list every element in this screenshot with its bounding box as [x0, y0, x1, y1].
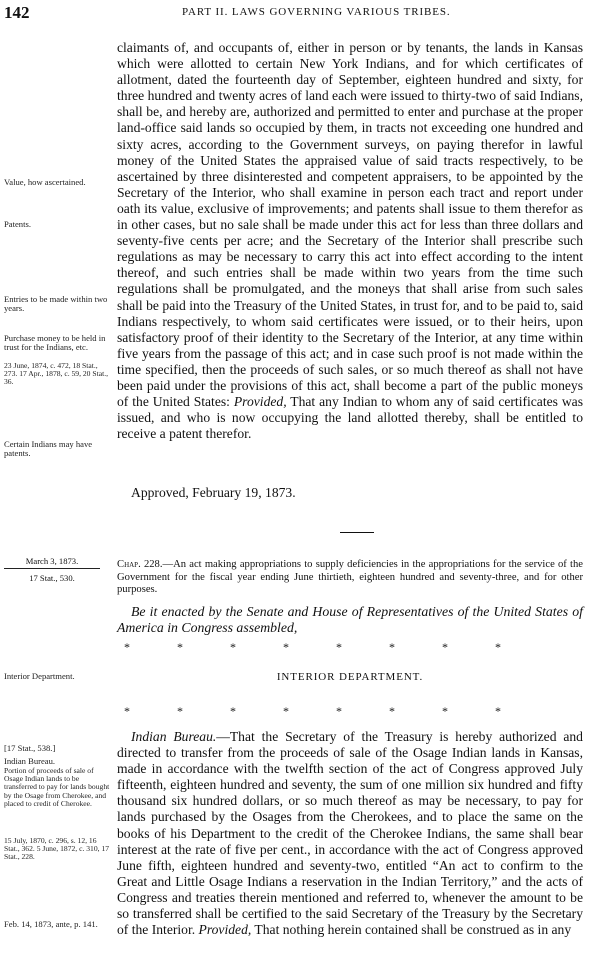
margin-note-entries: Entries to be made within two years.	[4, 294, 108, 314]
chapter-date: March 3, 1873.	[4, 556, 100, 569]
margin-note-stat-ref: [17 Stat., 538.]	[4, 743, 56, 753]
proviso-label-2: Provided,	[198, 922, 252, 938]
approval-date: Approved, February 19, 1873.	[131, 485, 296, 500]
omission-stars-2: * * * * * * * *	[124, 704, 501, 718]
margin-note-purchase-citations: 23 June, 1874, c. 472, 18 Stat., 273. 17 Apr., 1878, c. 59, 20 Stat., 36.	[4, 361, 108, 387]
chapter-title: —An act making appropriations to supply deficiencies in the appropriations for the service of the Government for the fiscal year ending June thirtieth, eighteen hundred and seventy-three, and for other purposes.	[117, 559, 583, 596]
statute-body-2	[117, 729, 583, 938]
margin-note-patents: Patents.	[4, 219, 31, 229]
statute-text-1: claimants of, and occupants of, either in person or by tenants, the lands in Kansas which were allotted to certain New York Indians, and for which certificates of allotment, dated the fourteenth day of September, eighteen hundred and sixty, for three hundred and twenty acres of land each were issued to thirty-two of said Indians, shall be, and hereby are, authorized and permitted to enter and purchase at the proper land-office said lands so occupied by them, in tracts not exceeding one hundred and sixty acres, according to the Government surveys, on paying therefor in lawful money of the United States the appraised value of said tracts respectively, to be ascertained by three disinterested and competent appraisers, to be appointed by the Secretary of the Interior, who shall examine in person each tract and report under oath its value, exclusive of improvements; and patents shall issue to them therefor as in other cases, but no sale shall be made under this act for less than three dollars and seventy-five cents per acre; and the Secretary of the Interior shall prescribe such regulations as may be necessary to carry this act into effect according to the intent thereof, and such entries shall be made within two years from the time such regulations shall be promulgated, and the moneys that shall arise from such sales shall be paid into the Treasury of the United States, in trust for, and to be paid to, said Indians respectively, to whom said certificates were issued, or to their heirs, upon satisfactory proof of their identity to the Secretary of the Interior, at any time within five years from the passage of this act; and in case such proof is not made within the time specified, then the proceeds of such sales, or so much thereof as shall not have been paid under the provisions of this act, shall become a part of the public moneys of the United States:	[117, 40, 583, 410]
margin-note-portion: Portion of proceeds of sale of Osage Indian lands to be transferred to pay for lands bought by the Osage from Cherokee, and placed to credit of Cherokee.	[4, 766, 110, 808]
margin-note-indian-bureau: Indian Bureau.	[4, 756, 56, 766]
margin-note-feb: Feb. 14, 1873, ante, p. 141.	[4, 919, 98, 929]
indian-bureau-lead: Indian Bureau.	[131, 729, 217, 744]
section-heading: INTERIOR DEPARTMENT.	[276, 671, 424, 683]
proviso-text-2: That nothing herein contained shall be construed as in any	[251, 922, 572, 938]
chapter-stat-citation: 17 Stat., 530.	[29, 573, 75, 583]
margin-note-interior: Interior Department.	[4, 671, 75, 681]
statute-body-1	[117, 40, 583, 442]
section-divider	[340, 532, 374, 533]
chapter-caption	[117, 559, 583, 597]
margin-note-portion-citations: 15 July, 1870, c. 296, s. 12, 16 Stat., 362. 5 June, 1872, c. 310, 17 Stat., 228.	[4, 836, 110, 862]
margin-note-purchase: Purchase money to be held in trust for the Indians, etc.	[4, 333, 106, 353]
chapter-number: Chap. 228.	[117, 559, 163, 570]
margin-note-certain-indians: Certain Indians may have patents.	[4, 439, 93, 459]
chapter-date-block	[4, 556, 100, 583]
statute-text-2: —That the Secretary of the Treasury is hereby authorized and directed to transfer from the proceeds of sale of the Osage Indian lands in Kansas, made in accordance with the twelfth section of the act of Congress approved July fifteenth, eighteen hundred and seventy, the sum of one million six hundred and fifty thousand six hundred dollars, or so much thereof as may be necessary, to pay for lands purchased by the Osages from the Cherokees, and to place the same on the books of his Department to the credit of the Cherokee Indians, the same shall bear interest at the rate of five per cent., in accordance with the act of Congress approved June fifth, eighteen hundred and seventy-two, entitled “An act to confirm to the Great and Little Osage Indians a reservation in the Indian Territory,” and the acts of Congress and treaties therein mentioned and referred to, whenever the amount to be so transferred shall be certified to the said Secretary of the Treasury by the Secretary of the Interior.	[117, 729, 583, 938]
enacting-clause: Be it enacted by the Senate and House of Representatives of the United States of America in Congress assembled,	[117, 604, 583, 635]
proviso-text-1: That any Indian to whom any of said certificates was issued, and who is now occupying the land allotted thereby, shall be entitled to receive a patent therefor.	[117, 394, 584, 442]
omission-stars-1: * * * * * * * *	[124, 640, 501, 654]
page-number: 142	[4, 3, 30, 22]
running-title: PART II. LAWS GOVERNING VARIOUS TRIBES.	[182, 6, 451, 18]
margin-note-value: Value, how ascertained.	[4, 177, 86, 187]
proviso-label-1: Provided,	[233, 394, 287, 410]
